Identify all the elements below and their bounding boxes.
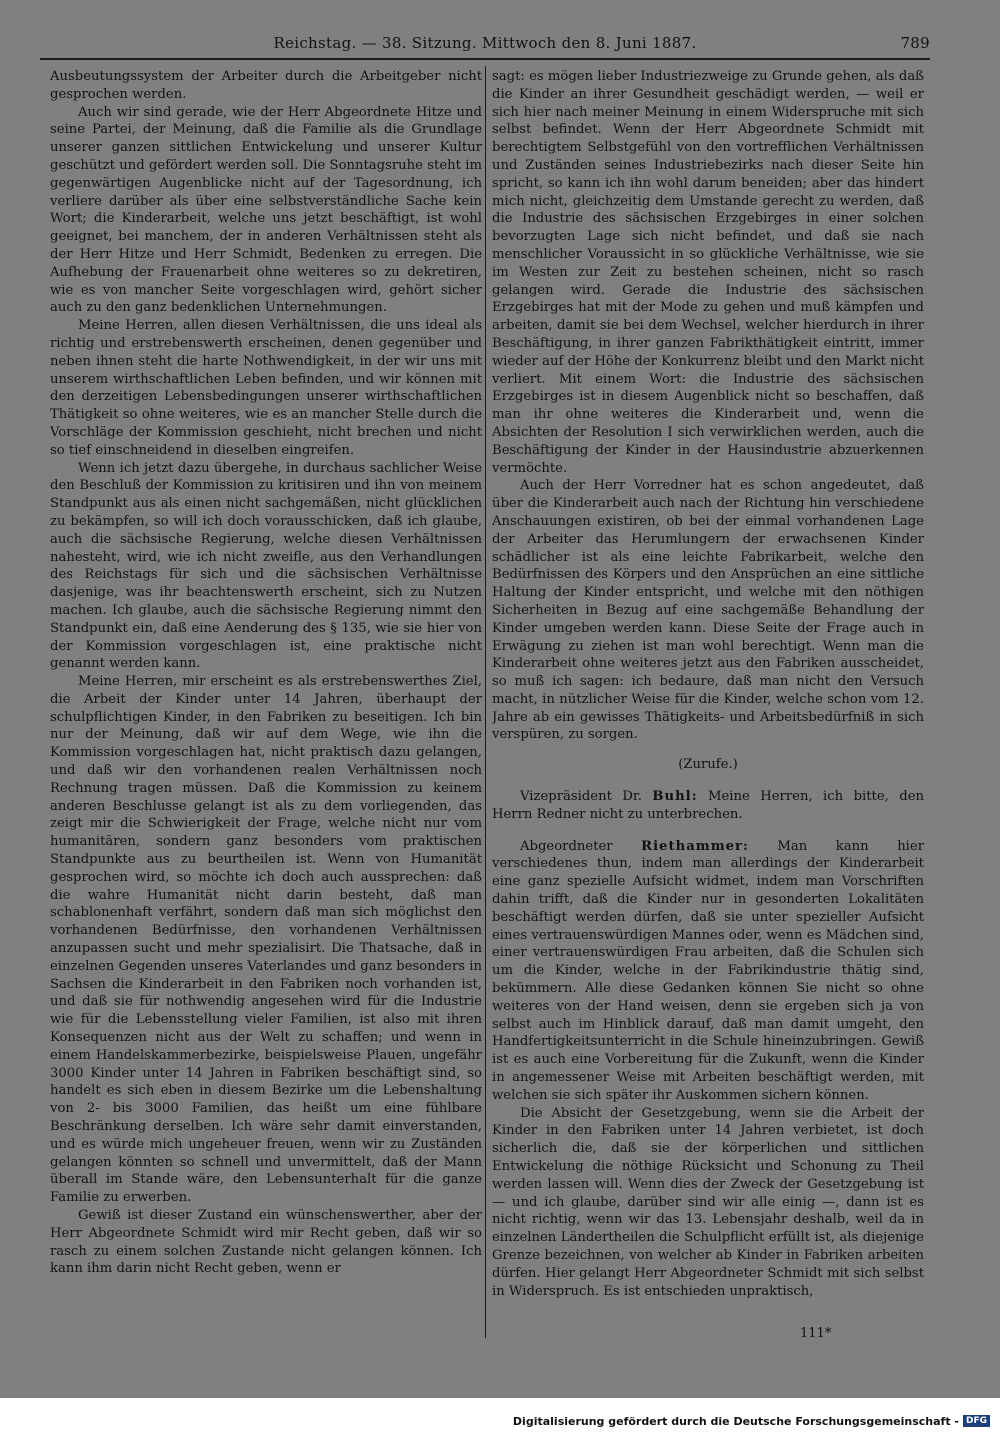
paragraph: sagt: es mögen lieber Industriezweige zu Grunde gehen, als daß die Kinder an ihrer Gesundheit geschädigt werden, — weil er sich hier nach meiner Meinung in einem Widerspruche mit sich selbst befindet. Wenn der Herr Abgeordnete Schmidt mit berechtigtem Selbstgefühl von den vortrefflichen Verhältnissen und Zuständen seines Industriebezirks nach dieser Seite hin spricht, so kann ich ihn wohl darum beneiden; aber das hindert mich nicht, gleichzeitig dem Umstande gerecht zu werden, daß die Industrie des sächsischen Erzgebirges in einer solchen bevorzugten Lage sich nicht befindet, und daß sie nach menschlicher Voraussicht in so glückliche Verhältnisse, wie sie im Westen zur Zeit zu bestehen scheinen, nicht so rasch gelangen wird. Gerade die Industrie des sächsischen Erzgebirges hat mit der Mode zu gehen und muß kämpfen und arbeiten, damit sie bei dem Wechsel, welcher hierdurch in ihrer Beschäftigung, in ihrer ganzen Fabrikthätigkeit eintritt, immer wieder auf der Höhe der Konkurrenz bleibt und den Markt nicht verliert. Mit einem Wort: die Industrie des sächsischen Erzgebirges ist in diesem Augenblick nicht so beschaffen, daß man ihr ohne weiteres die Kinderarbeit und, wenn die Absichten der Resolution I sich verwirklichen werden, auch die Beschäftigung der Kinder in der Hausindustrie abzuerkennen vermöchte. [492,69,924,476]
speaker-name: Riethammer: [641,838,749,854]
running-title: Reichstag. — 38. Sitzung. Mittwoch den 8. Juni 1887. [273,34,697,52]
dfg-logo: DFG [963,1415,990,1427]
speech-text: Man kann hier verschiedenes thun, indem man allerdings der Kinderarbeit eine ganz spezielle Aufsicht widmet, indem man Vorschriften dahin trifft, daß die Kinder nur in gesonderten Lokalitäten beschäftigt werden dürfen, daß sie unter spezieller Aufsicht eines vertrauenswürdigen Mannes oder, wenn es Mädchen sind, einer vertrauenswürdigen Frau arbeiten, daß die Schulen sich um die Kinder, welche in der Fabrikindustrie thätig sind, bekümmern. Alle diese Gedanken können Sie nicht so ohne weiteres von der Hand weisen, denn sie ergeben sich ja von selbst auch im Hinblick darauf, daß man damit umgeht, den Handfertigkeitsunterricht in die Schule hineinzubringen. Gewiß ist es auch eine Vorbereitung für die Zukunft, wenn die Kinder in angemessener Weise mit Arbeiten beschäftigt werden, mit welchen sie sich später ihr Auskommen sichern können. [492,838,924,1103]
right-column [492,68,924,1338]
paragraph: Auch der Herr Vorredner hat es schon angedeutet, daß über die Kinderarbeit auch nach der Richtung hin verschiedene Anschauungen existiren, ob bei der einmal vorhandenen Lage der Arbeiter das Herumlungern der erwachsenen Kinder schädlicher ist als eine leichte Fabrikarbeit, welche den Bedürfnissen des Körpers und den Ansprüchen an eine sittliche Haltung der Kinder entspricht, und welche mit den nöthigen Sicherheiten in Bezug auf eine sachgemäße Behandlung der Kinder umgeben werden kann. Diese Seite der Frage auch in Erwägung zu ziehen ist man wohl berechtigt. Wenn man die Kinderarbeit ohne weiteres jetzt aus den Fabriken ausscheidet, so muß ich sagen: ich bedaure, daß man nicht den Versuch macht, in nützlicher Weise für die Kinder, welche schon vom 12. Jahre ab ein gewisses Thätigkeits- und Arbeitsbedürfniß in sich verspüren, zu sorgen. [492,478,924,743]
speaker-title: Vizepräsident Dr. [520,789,653,805]
paragraph: Meine Herren, allen diesen Verhältnissen, die uns ideal als richtig und erstrebenswerth erscheinen, denen gegenüber und neben ihnen steht die harte Nothwendigkeit, in der wir uns mit unserem wirthschaftlichen Leben befinden, und wir können mit den derzeitigen Lebensbedingungen unserer wirthschaftlichen Thätigkeit so ohne weiteres, wie es an mancher Stelle durch die Vorschläge der Kommission geschieht, nicht brechen und nicht so tief einschneidend in dieselben eingreifen. [50,318,482,458]
speaker-title: Abgeordneter [520,838,642,854]
paragraph: Meine Herren, mir erscheint es als erstrebenswerthes Ziel, die Arbeit der Kinder unter 14 Jahren, überhaupt der schulpflichtigen Kinder, in den Fabriken zu beseitigen. Ich bin nur der Meinung, daß wir auf dem Wege, wie ihn die Kommission vorgeschlagen hat, nicht praktisch dazu gelangen, und daß wir den vorhandenen realen Verhältnissen noch Rechnung tragen müssen. Daß die Kommission zu keinem anderen Beschlusse gelangt ist als zu dem vorliegenden, das zeigt mir die Schwierigkeit der Frage, welche nicht nur vom humanitären, sondern ganz besonders vom praktischen Standpunkte aus zu beurtheilen ist. Wenn von Humanität gesprochen wird, so möchte ich doch auch aussprechen: daß die wahre Humanität nicht darin besteht, daß man schablonenhaft verfährt, sondern daß man sich möglichst den vorhandenen Bedürfnisse, den vorhandenen Verhältnissen anzupassen sucht und mehr spezialisirt. Die Thatsache, daß in einzelnen Gegenden unseres Vaterlandes und ganz besonders in Sachsen die Kinderarbeit in den Fabriken noch vorhanden ist, und daß sie für nothwendig angesehen wird für die Industrie wie für die Lebensstellung vieler Familien, ist also mit ihren Konsequenzen nicht aus der Welt zu schaffen; und wenn in einem Handelskammerbezirke, beispielsweise Plauen, ungefähr 3000 Kinder unter 14 Jahren in Fabriken beschäftigt sind, so handelt es sich eben in diesem Bezirke um die Lebenshaltung von 2- bis 3000 Familien, das heißt um eine fühlbare Beschränkung derselben. Ich wäre sehr damit einverstanden, und es würde mich ungeheuer freuen, wenn wir zu Zuständen gelangen könnten so schnell und unvermittelt, daß der Mann überall im Stande wäre, den Lebensunterhalt für die ganze Familie zu erwerben. [50,674,482,1206]
speech-text: Meine Herren, ich bitte, den Herrn Redner nicht zu unterbrechen. [492,789,924,822]
paragraph: Die Absicht der Gesetzgebung, wenn sie die Arbeit der Kinder in den Fabriken unter 14 Jahren verbietet, ist doch sicherlich die, daß sie der körperlichen und sittlichen Entwickelung die nöthige Rücksicht und Schonung zu Theil werden lassen will. Wenn dies der Zweck der Gesetzgebung ist — und ich glaube, darüber sind wir alle einig —, dann ist es nicht richtig, wenn wir das 13. Lebensjahr deshalb, weil da in einzelnen Ländertheilen die Schulpflicht erfüllt ist, als diejenige Grenze bezeichnen, von welcher ab Kinder in Fabriken arbeiten dürfen. Hier gelangt Herr Abgeordneter Schmidt mit sich selbst in Widerspruch. Es ist entschieden unpraktisch, [492,1105,924,1299]
column-divider [485,66,486,1338]
speaker-name: Buhl: [652,789,698,805]
signature-mark: 111* [800,1326,832,1341]
paragraph: (Zurufe.) [678,757,738,773]
footer-credit [513,1413,990,1429]
paragraph: Ausbeutungssystem der Arbeiter durch die Arbeitgeber nicht gesprochen werden. [50,69,482,102]
paragraph: Wenn ich jetzt dazu übergehe, in durchaus sachlicher Weise den Beschluß der Kommission zu kritisiren und ihn von meinem Standpunkt aus als einen nicht sachgemäßen, nicht glücklichen zu bekämpfen, so will ich doch vorausschicken, daß ich glaube, auch die sächsische Regierung, welche diesen Verhältnissen nahesteht, wird, wie ich nicht zweifle, aus den Verhandlungen des Reichstags für sich und die sächsischen Verhältnisse dasjenige, was ihr beachtenswerth erscheint, sich zu Nutzen machen. Ich glaube, auch die sächsische Regierung nimmt den Standpunkt ein, daß eine Aenderung des § 135, wie sie hier von der Kommission vorgeschlagen ist, eine praktische nicht genannt werden kann. [50,460,482,672]
paragraph [492,838,924,1105]
paragraph [492,788,924,824]
left-column [50,68,482,1338]
header-rule [40,58,930,60]
paragraph: Gewiß ist dieser Zustand ein wünschenswerther, aber der Herr Abgeordnete Schmidt wird mir Recht geben, daß wir so rasch zu einem solchen Zustande nicht gelangen können. Ich kann ihm darin nicht Recht geben, wenn er [50,1208,482,1277]
running-header [40,34,930,56]
footer-text: Digitalisierung gefördert durch die Deutsche Forschungsgemeinschaft - [512,1414,959,1428]
page-number: 789 [900,34,930,52]
paragraph: Auch wir sind gerade, wie der Herr Abgeordnete Hitze und seine Partei, der Meinung, daß die Familie als die Grundlage unserer ganzen sittlichen Entwickelung und unserer Kultur geschützt und gefördert werden soll. Die Sonntagsruhe steht im gegenwärtigen Augenblicke nicht auf der Tagesordnung, ich verliere darüber als über eine selbstverständliche Sache kein Wort; die Kinderarbeit, welche uns jetzt beschäftigt, ist wohl geeignet, bei manchem, der in anderen Verhältnissen steht als der Herr Hitze und Herr Schmidt, Bedenken zu erregen. Die Aufhebung der Frauenarbeit ohne weiteres so zu dekretiren, wie es von mancher Seite vorgeschlagen wird, gehört sicher auch zu den ganz bedenklichen Unternehmungen. [50,104,482,316]
